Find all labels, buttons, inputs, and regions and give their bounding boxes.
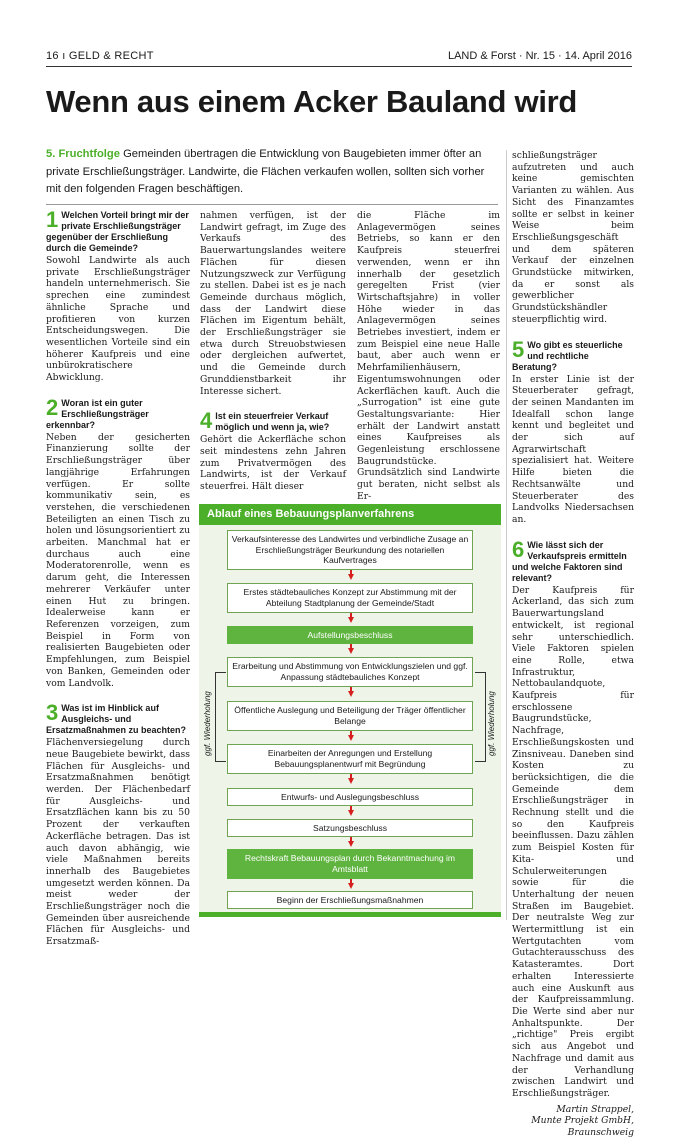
flow-step-9: Rechtskraft Bebauungsplan durch Bekanntmachung im Amtsblatt: [227, 849, 473, 879]
question-text: Welchen Vorteil bringt mir der private Erschließungsträger gegenüber der Erschließung durch die Gemeinde?: [46, 210, 189, 253]
flow-step-4: Erarbeitung und Abstimmung von Entwicklungszielen und ggf. Anpassung städtebauliches Konzept: [227, 657, 473, 687]
flow-arrow: [348, 778, 354, 784]
flow-arrow: [348, 841, 354, 847]
flow-step-10: Beginn der Erschließungsmaßnahmen: [227, 891, 473, 909]
question-number: 3: [46, 700, 59, 726]
loop-bracket-left: [215, 672, 226, 762]
flow-step-5: Öffentliche Auslegung und Beteiligung der Träger öffentlicher Belange: [227, 701, 473, 731]
question-number: 5: [512, 336, 525, 362]
loop-label-left: ggf. Wiederholung: [203, 691, 212, 756]
flow-arrow: [348, 810, 354, 816]
answer-6: Der Kaufpreis für Ackerland, das sich zum Bauerwartungsland entwickelt, ist regional sehr unterschiedlich. Viele Faktoren spielen eine Rolle, etwa Infrastruktur, Nettobaulandquote, Kaufpreis für erschlossene Baugrundstücke, Nachfrage, Erschließungskosten und Zinsniveau. Daneben sind Kosten zu berücksichtigen, die die Gemeinde dem Erschließungsträger in Rechnung stellt und die so den Kaufpreis beeinflussen. Dazu zählen zum Beispiel Kosten für Kita- und Schulerweiterungen sowie für die Unterhaltung der neuen Straßen im Baugebiet. Der neutralste Weg zur Wertermittlung ist ein Wertgutachten vom Gutachterausschuss des Katasteramtes. Dort erhalten Interessierte auch eine Auskunft aus der Kaufpreissammlung. Die Werte sind aber nur Anhaltspunkte. Der „richtige" Preis ergibt sich aus Angebot und Nachfrage und damit aus der Verhandlung zwischen Landwirt und Erschließungsträger.: [512, 584, 634, 1099]
loop-bracket-right: [475, 672, 486, 762]
flow-arrow: [348, 735, 354, 741]
deck-divider: [46, 204, 498, 205]
flow-arrow: [348, 691, 354, 697]
flowchart-title: Ablauf eines Bebauungsplanverfahrens: [199, 504, 501, 525]
question-2: [46, 394, 190, 431]
column-1: [46, 207, 190, 948]
flow-arrow: [348, 617, 354, 623]
flowchart-bottom-bar: [199, 912, 501, 917]
question-6: [512, 536, 634, 584]
answer-3: Flächenversiegelung durch neue Baugebiete bewirkt, dass Flächen für Ausgleichs- und Ersatzmaßnahmen benötigt werden. Der Flächenbedarf für Ausgleichs- und Ersatzflächen kann bis zu 50 Prozent der verkauften Ackerfläche betragen. Das ist auch davon abhängig, wie viele Maßnahmen bereits innerhalb des Baugebietes umgesetzt werden können. Da meist weder der Erschließungsträger noch die Gemeinden über ausreichende Flächen für Ausgleichs- und Ersatzmaß-: [46, 737, 190, 948]
article-deck: [46, 146, 496, 199]
section-label: 16 ı GELD & RECHT: [46, 50, 154, 62]
flow-arrow: [348, 648, 354, 654]
answer-5: In erster Linie ist der Steuerberater gefragt, der seinen Mandanten im Idealfall schon lange kennt und begleitet und der sich auf Agrarwirtschaft spezialisiert hat. Weitere Hilfe bieten die Rechtsanwälte und Steuerberater des Landvolks Niedersachsen an.: [512, 373, 634, 525]
question-text: Woran ist ein guter Erschließungsträger erkennbar?: [46, 397, 149, 430]
col4-paragraph: schließungsträger aufzutreten und auch keine gemischten Varianten zu wählen. Aus Sicht des Finanzamtes sollte er selbst in keiner Weise beim Erschließungsgeschäft und dem späteren Verkauf der einzelnen Grundstücke mitwirken, da er sonst als gewerblicher Grundstückshändler steuerpflichtig wird.: [512, 150, 634, 325]
flow-step-3: Aufstellungsbeschluss: [227, 626, 473, 644]
column-2: [200, 210, 346, 493]
loop-label-right: ggf. Wiederholung: [487, 691, 496, 756]
question-number: 4: [200, 408, 213, 434]
column-divider: [506, 150, 507, 920]
col2-paragraph: nahmen verfügen, ist der Landwirt gefragt, im Zuge des Verkaufs des Bauerwartungslandes weitere Flächen für diesen Nutzungszweck zur Verfügung zu stellen. Dabei ist es je nach Gemeinde durchaus möglich, dass der Landwirt diese Flächen im Eigentum behält, der Erschließungsträger sie etwa durch Streuobstwiesen oder dergleichen aufwertet, und die Gemeinde durch Grunddienstbarkeit ihr Interesse sichert.: [200, 210, 346, 397]
author-company: Munte Projekt GmbH,: [531, 1115, 634, 1127]
question-1: [46, 207, 190, 254]
flow-step-2: Erstes städtebauliches Konzept zur Abstimmung mit der Abteilung Stadtplanung der Gemeinde/Stadt: [227, 583, 473, 613]
deck-text: Gemeinden übertragen die Entwicklung von Baugebieten immer öfter an private Erschließungsträger. Landwirte, die Flächen verkaufen wollen, sollten sich vorher mit den folgenden Fragen beschäftigen.: [46, 148, 485, 195]
answer-2: Neben der gesicherten Finanzierung sollte der Erschließungsträger über langjährige Erfahrungen verfügen. Er sollte kommunikativ sein, es verstehen, die verschiedenen Beteiligten an einen Tisch zu holen und lösungsorientiert zu arbeiten. Manchmal hat er durchaus auch eine Moderatorenrolle, wenn es darum geht, die Interessen mehrerer Verkäufer unter einen Hut zu bringen. Idealerweise kann er Referenzen vorzeigen, zum Beispiel in Form von realisierten Baugebieten oder Empfehlungen, zum Beispiel von Banken, Gemeinden oder vom Landvolk.: [46, 431, 190, 689]
flow-arrow: [348, 574, 354, 580]
question-4: [200, 408, 346, 434]
question-text: Ist ein steuerfreier Verkauf möglich und wenn ja, wie?: [215, 411, 330, 433]
col3-paragraph: die Fläche im Anlagevermögen seines Betriebs, so kann er den Kaufpreis steuerfrei verwenden, wenn er ihn innerhalb der gesetzlich geregelten Frist (vier Wirtschaftsjahre) in voller Höhe wieder in das Anlagevermögen seines Betriebes investiert, indem er zum Beispiel eine neue Halle baut, aber auch wenn er Mehrfamilienhäusern, Eigentumswohnungen oder Ackerflächen kauft. Auch die „Surrogation" ist eine gute Gestaltungsvariante: Hier erhält der Landwirt anstatt eines Kaufpreises als Gegenleistung erschlossene Baugrundstücke. Grundsätzlich sind Landwirte gut beraten, nicht selbst als Er-: [357, 210, 500, 502]
flow-step-7: Entwurfs- und Auslegungsbeschluss: [227, 788, 473, 806]
author-city: Braunschweig: [567, 1127, 634, 1139]
article-headline: Wenn aus einem Acker Bauland wird: [46, 84, 578, 119]
author-name: Martin Strappel,: [556, 1103, 634, 1115]
column-4: [512, 150, 634, 1139]
question-text: Wo gibt es steuerliche und rechtliche Beratung?: [512, 339, 623, 372]
question-text: Wie lässt sich der Verkaufspreis ermitteln und welche Faktoren sind relevant?: [512, 539, 627, 583]
answer-4: Gehört die Ackerfläche schon seit mindestens zehn Jahren zum Privatvermögen des Landwirts, ist der Verkauf steuerfrei. Hält dieser: [200, 434, 346, 493]
author-signature: [512, 1104, 634, 1139]
process-flowchart: [199, 504, 501, 912]
issue-info: LAND & Forst · Nr. 15 · 14. April 2016: [447, 50, 632, 62]
question-5: [512, 336, 634, 373]
question-3: [46, 700, 190, 736]
question-number: 2: [46, 394, 59, 420]
flow-step-1: Verkaufsinteresse des Landwirtes und verbindliche Zusage an Erschließungsträger Beurkundung des notariellen Kaufvertrages: [227, 530, 473, 570]
answer-1: Sowohl Landwirte als auch private Erschließungsträger handeln unternehmerisch. Sie sprechen eine zumindest ähnliche Sprache und profitieren von kurzen Entscheidungswegen. Die wesentlichen Vorteile sind ein höherer Kaufpreis und eine unbürokratischere Abwicklung.: [46, 255, 190, 384]
question-number: 1: [46, 207, 59, 232]
deck-tag: 5. Fruchtfolge: [46, 148, 120, 160]
flow-arrow: [348, 883, 354, 889]
question-number: 6: [512, 536, 525, 562]
column-3: [357, 210, 500, 503]
page-header: [46, 50, 632, 64]
question-text: Was ist im Hinblick auf Ausgleichs- und Ersatzmaßnahmen zu beachten?: [46, 703, 187, 736]
flow-step-6: Einarbeiten der Anregungen und Erstellung Bebauungsplanentwurf mit Begründung: [227, 744, 473, 774]
flow-step-8: Satzungsbeschluss: [227, 819, 473, 837]
header-divider: [46, 66, 632, 67]
